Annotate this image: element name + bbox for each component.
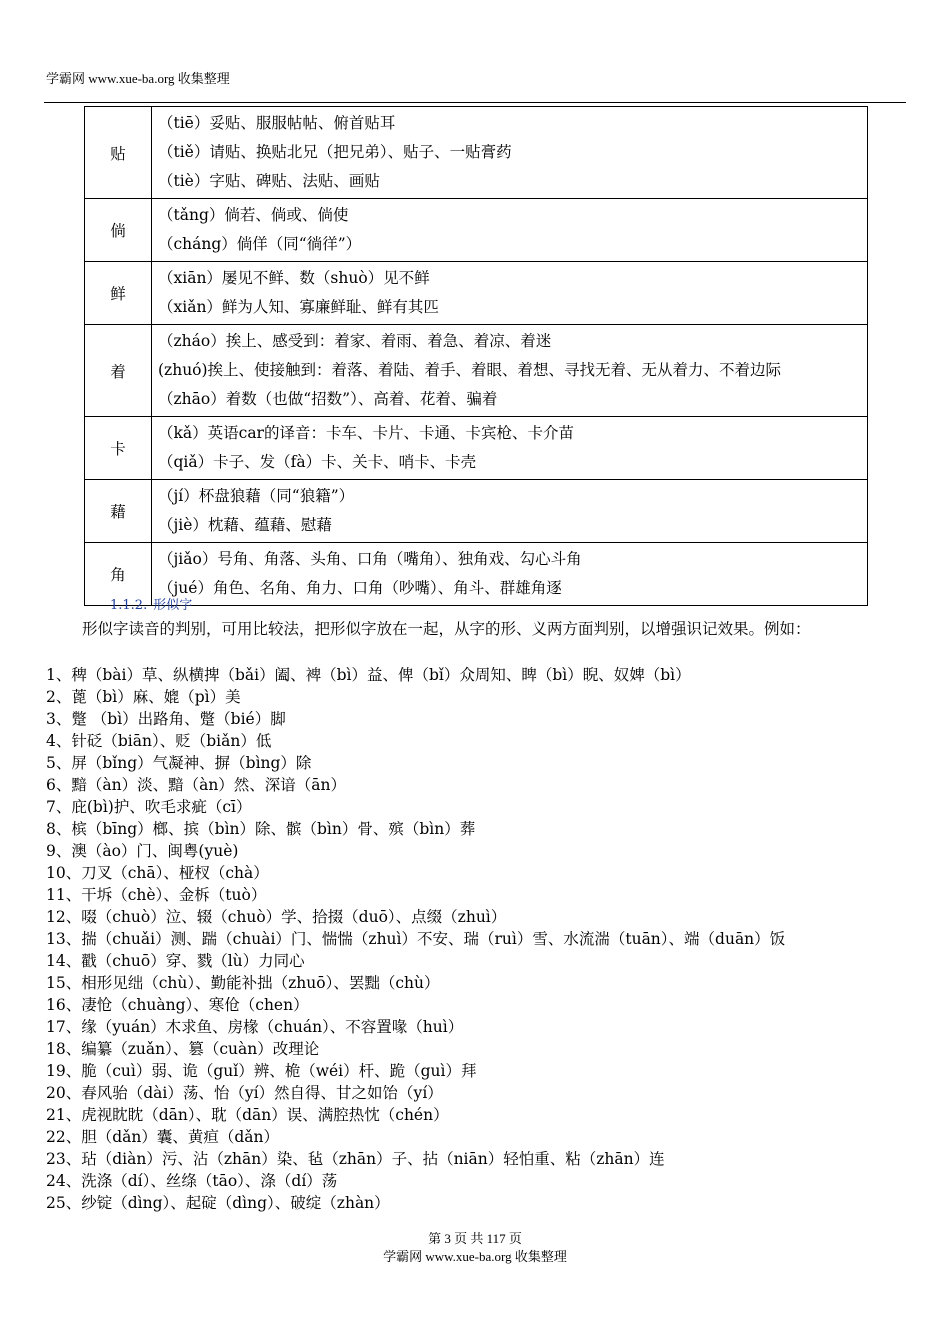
list-item: 19、脆（cuì）弱、诡（guǐ）辨、桅（wéi）杆、跪（guì）拜: [46, 1062, 477, 1080]
polyphone-char: 藉: [85, 480, 152, 543]
reading-line: （jiǎo）号角、角落、头角、口角（嘴角）、独角戏、勾心斗角: [158, 550, 582, 568]
polyphone-readings: [152, 199, 868, 262]
reading-line: （xiǎn）鲜为人知、寡廉鲜耻、鲜有其匹: [158, 298, 439, 316]
polyphone-readings: [152, 325, 868, 417]
list-item: 7、庇(bì)护、吹毛求疵（cī）: [46, 798, 252, 816]
reading-line: （tiē）妥贴、服服帖帖、俯首贴耳: [158, 114, 396, 132]
page-number: 第 3 页 共 117 页: [428, 1231, 522, 1246]
table-row: [85, 199, 868, 262]
list-item: 20、春风骀（dài）荡、怡（yí）然自得、甘之如饴（yí）: [46, 1084, 443, 1102]
page-header: 学霸网 www.xue-ba.org 收集整理: [46, 71, 230, 86]
polyphone-char: 贴: [85, 107, 152, 199]
list-item: 15、相形见绌（chù）、勤能补拙（zhuō）、罢黜（chù）: [46, 974, 440, 992]
table-row: [85, 543, 868, 606]
reading-line: （cháng）倘佯（同“徜徉”）: [158, 235, 362, 253]
section-number: 1.1.2.: [110, 598, 148, 613]
reading-line: （qiǎ）卡子、发（fà）卡、关卡、哨卡、卡壳: [158, 453, 477, 471]
reading-line: （tiě）请贴、换贴北兄（把兄弟）、贴子、一贴膏药: [158, 143, 512, 161]
example-list: [46, 664, 785, 1214]
list-item: 14、戳（chuō）穿、戮（lù）力同心: [46, 952, 305, 970]
list-item: 22、胆（dǎn）囊、黄疸（dǎn）: [46, 1128, 280, 1146]
reading-line: （jí）杯盘狼藉（同“狼籍”）: [158, 487, 355, 505]
header-divider: [44, 102, 906, 103]
list-item: 16、凄怆（chuàng）、寒伧（chen）: [46, 996, 309, 1014]
reading-line: （tǎng）倘若、倘或、倘使: [158, 206, 349, 224]
table-row: [85, 480, 868, 543]
polyphone-readings: [152, 417, 868, 480]
list-item: 11、干坼（chè）、金柝（tuò）: [46, 886, 267, 904]
list-item: 24、洗涤（dí）、丝绦（tāo）、涤（dí）荡: [46, 1172, 338, 1190]
list-item: 9、澳（ào）门、闽粤(yuè): [46, 842, 239, 860]
polyphone-char: 角: [85, 543, 152, 606]
list-item: 10、刀叉（chā）、桠杈（chà）: [46, 864, 269, 882]
list-item: 23、玷（diàn）污、沾（zhān）染、毡（zhān）子、拈（niān）轻怕重、粘（zhān）连: [46, 1150, 665, 1168]
reading-line: （zháo）挨上、感受到：着家、着雨、着急、着凉、着迷: [158, 332, 552, 350]
footer-site: 学霸网 www.xue-ba.org 收集整理: [383, 1249, 567, 1264]
list-item: 12、啜（chuò）泣、辍（chuò）学、拾掇（duō）、点缀（zhuì）: [46, 908, 507, 926]
reading-line: （jiè）枕藉、蕴藉、慰藉: [158, 516, 332, 534]
reading-line: （kǎ）英语car的译音：卡车、卡片、卡通、卡宾枪、卡介苗: [158, 424, 574, 442]
table-row: [85, 262, 868, 325]
list-item: 5、屏（bǐng）气凝神、摒（bìng）除: [46, 754, 312, 772]
polyphone-char: 卡: [85, 417, 152, 480]
polyphone-readings: [152, 262, 868, 325]
list-item: 1、稗（bài）草、纵横捭（bǎi）阖、裨（bì）益、俾（bǐ）众周知、睥（bì）睨、奴婢（bì）: [46, 666, 691, 684]
list-item: 13、揣（chuǎi）测、踹（chuài）门、惴惴（zhuì）不安、瑞（ruì）雪、水流湍（tuān）、端（duān）饭: [46, 930, 786, 948]
reading-line: （xiān）屡见不鲜、数（shuò）见不鲜: [158, 269, 430, 287]
list-item: 21、虎视眈眈（dān）、耽（dān）误、满腔热忱（chén）: [46, 1106, 449, 1124]
intro-paragraph: 形似字读音的判别，可用比较法，把形似字放在一起，从字的形、义两方面判别，以增强识记效果。例如：: [82, 620, 811, 638]
section-title: 形似字: [153, 598, 193, 613]
polyphone-readings: [152, 543, 868, 606]
table-row: [85, 107, 868, 199]
polyphone-char: 着: [85, 325, 152, 417]
polyphone-readings: [152, 107, 868, 199]
list-item: 4、针砭（biān）、贬（biǎn）低: [46, 732, 272, 750]
list-item: 3、蹩 （bì）出路角、蹩（bié）脚: [46, 710, 286, 728]
list-item: 17、缘（yuán）木求鱼、房椽（chuán）、不容置喙（huì）: [46, 1018, 464, 1036]
section-heading: [110, 594, 198, 613]
reading-line: （tiè）字贴、碑贴、法贴、画贴: [158, 172, 380, 190]
table-row: [85, 417, 868, 480]
reading-line: （jué）角色、名角、角力、口角（吵嘴）、角斗、群雄角逐: [158, 579, 562, 597]
list-item: 6、黯（àn）淡、黯（àn）然、深谙（ān）: [46, 776, 347, 794]
list-item: 18、编纂（zuǎn）、篡（cuàn）改理论: [46, 1040, 320, 1058]
polyphone-char: 鲜: [85, 262, 152, 325]
table-row: [85, 325, 868, 417]
list-item: 2、蓖（bì）麻、媲（pì）美: [46, 688, 241, 706]
polyphone-char: 倘: [85, 199, 152, 262]
list-item: 8、槟（bīng）榔、摈（bìn）除、髌（bìn）骨、殡（bìn）葬: [46, 820, 476, 838]
reading-line: （zhāo）着数（也做“招数”）、高着、花着、骗着: [158, 390, 498, 408]
list-item: 25、纱锭（dìng）、起碇（dìng）、破绽（zhàn）: [46, 1194, 390, 1212]
polyphone-readings: [152, 480, 868, 543]
reading-line: (zhuó)挨上、使接触到：着落、着陆、着手、着眼、着想、寻找无着、无从着力、不着边际: [158, 361, 782, 379]
polyphone-table: [84, 106, 868, 606]
